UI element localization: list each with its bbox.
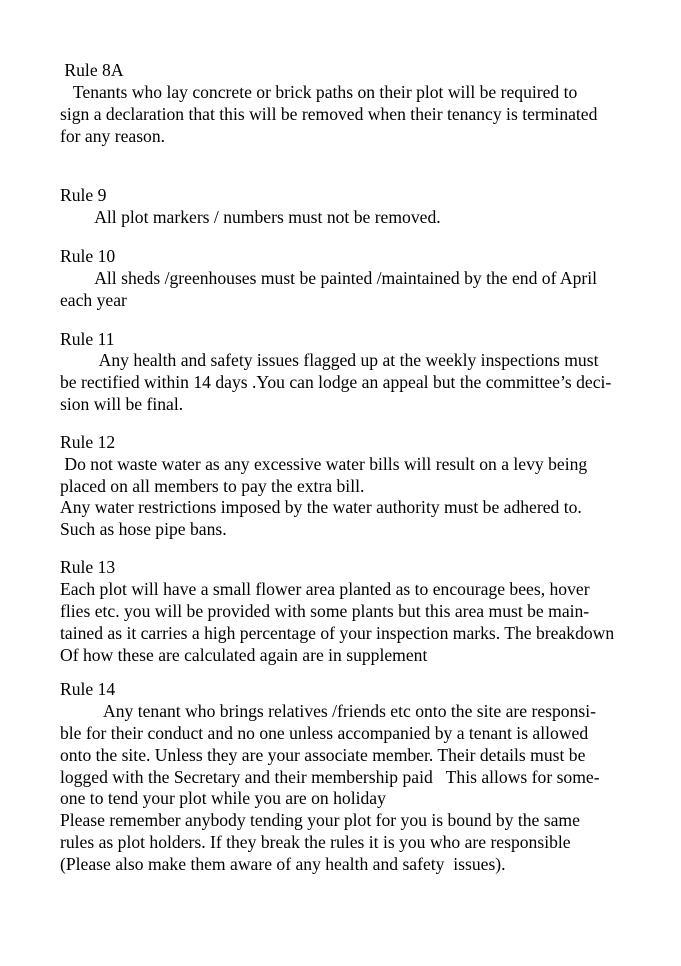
rule-14-text: Please remember anybody tending your plot for you is bound by the same: [60, 810, 580, 830]
rule-12-heading: Rule 12: [60, 432, 116, 452]
rule-10-text: each year: [60, 290, 127, 310]
rule-14-text: Any tenant who brings relatives /friends etc onto the site are responsi-: [60, 701, 596, 721]
rule-11-heading: Rule 11: [60, 329, 115, 349]
rule-12-text: Do not waste water as any excessive water bills will result on a levy being: [60, 454, 588, 474]
rule-11-text: sion will be final.: [60, 394, 184, 414]
rule-8a-text: sign a declaration that this will be removed when their tenancy is terminated: [60, 104, 598, 124]
rule-12-text: Any water restrictions imposed by the water authority must be adhered to.: [60, 497, 582, 517]
rule-8a-text: Tenants who lay concrete or brick paths on their plot will be required to: [60, 82, 578, 102]
rule-13-text: tained as it carries a high percentage of your inspection marks. The breakdown: [60, 623, 615, 643]
rule-14-heading: Rule 14: [60, 679, 116, 699]
rule-12-text: Such as hose pipe bans.: [60, 519, 227, 539]
rule-8a-heading: Rule 8A: [60, 60, 124, 80]
rule-14-text: ble for their conduct and no one unless accompanied by a tenant is allowed: [60, 723, 589, 743]
rule-13-text: flies etc. you will be provided with some plants but this area must be main-: [60, 601, 590, 621]
rule-14-text: onto the site. Unless they are your associate member. Their details must be: [60, 745, 586, 765]
rule-14-text: rules as plot holders. If they break the rules it is you who are responsible: [60, 832, 571, 852]
rule-9-text: All plot markers / numbers must not be removed.: [60, 207, 441, 227]
rule-13-text: Of how these are calculated again are in supplement: [60, 645, 428, 665]
rule-14-text: logged with the Secretary and their membership paid This allows for some-: [60, 767, 600, 787]
rule-13-heading: Rule 13: [60, 557, 116, 577]
rule-10-text: All sheds /greenhouses must be painted /maintained by the end of April: [60, 268, 598, 288]
rule-12-text: placed on all members to pay the extra bill.: [60, 476, 365, 496]
rule-14-text: one to tend your plot while you are on holiday: [60, 788, 386, 808]
rule-14-text: (Please also make them aware of any health and safety issues).: [60, 854, 506, 874]
rule-10-heading: Rule 10: [60, 246, 116, 266]
rule-8a-text: for any reason.: [60, 126, 166, 146]
rule-13-text: Each plot will have a small flower area planted as to encourage bees, hover: [60, 579, 590, 599]
rule-11-text: Any health and safety issues flagged up at the weekly inspections must: [60, 350, 599, 370]
rule-9-heading: Rule 9: [60, 185, 107, 205]
rule-11-text: be rectified within 14 days .You can lodge an appeal but the committee’s deci-: [60, 372, 612, 392]
